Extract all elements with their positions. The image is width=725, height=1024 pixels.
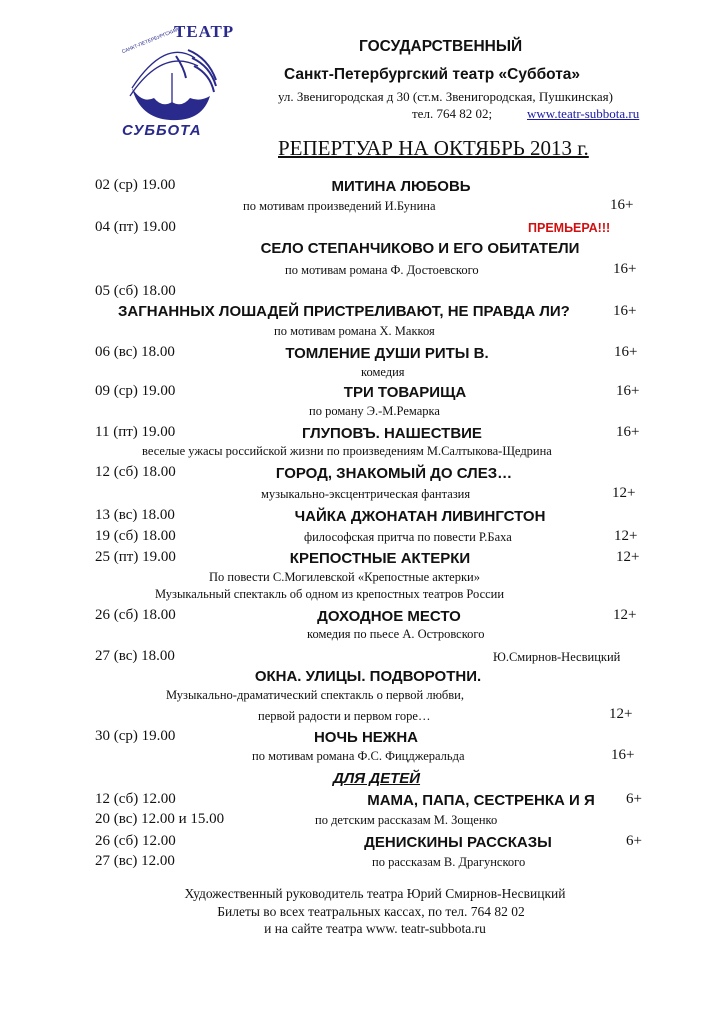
row-title: ДОХОДНОЕ МЕСТО [317,608,461,625]
header-phone: тел. 764 82 02; [412,106,493,121]
row-age: 16+ [611,747,635,763]
row-subtitle-2: первой радости и первом горе… [258,709,431,723]
kids-row-title: МАМА, ПАПА, СЕСТРЕНКА И Я [367,792,595,809]
footer-line2: Билеты во всех театральных кассах, по тел. 764 82 02 [217,904,525,919]
row-subtitle: по мотивам романа Х. Маккоя [274,324,435,338]
kids-row-date: 27 (вс) 12.00 [95,853,175,869]
row-title: ГЛУПОВЪ. НАШЕСТВИЕ [302,425,482,442]
row-age: 12+ [614,528,638,544]
row-title: КРЕПОСТНЫЕ АКТЕРКИ [289,550,471,567]
row-date: 25 (пт) 19.00 [95,549,176,565]
row-title: СЕЛО СТЕПАНЧИКОВО И ЕГО ОБИТАТЕЛИ [260,240,580,257]
kids-row-age: 6+ [626,833,642,849]
row-date: 02 (ср) 19.00 [95,177,176,193]
premiere-badge: ПРЕМЬЕРА!!! [528,221,611,235]
logo-name: СУББОТА [122,122,202,139]
footer-line3: и на сайте театра www. teatr-subbota.ru [264,921,486,936]
row-date: 11 (пт) 19.00 [95,424,176,440]
logo-small-text: САНКТ-ПЕТЕРБУРГСКИЙ [121,26,180,56]
row-date: 27 (вс) 18.00 [95,648,175,664]
row-age: 12+ [616,549,640,565]
header-address: ул. Звенигородская д 30 (ст.м. Звенигородская, Пушкинская) [278,89,613,104]
row-title: ГОРОД, ЗНАКОМЫЙ ДО СЛЕЗ… [275,465,513,482]
row-title: ТРИ ТОВАРИЩА [343,384,467,401]
logo-teatr: ТЕАТР [174,22,235,41]
kids-row-date: 26 (сб) 12.00 [95,833,176,849]
row-date: 04 (пт) 19.00 [95,219,176,235]
kids-heading: ДЛЯ ДЕТЕЙ [333,770,421,787]
row-title: ЗАГНАННЫХ ЛОШАДЕЙ ПРИСТРЕЛИВАЮТ, НЕ ПРАВДА ЛИ? [118,303,570,320]
row-age: 16+ [613,303,637,319]
header-line2: Санкт-Петербургский театр «Суббота» [284,66,581,83]
row-age: 16+ [616,424,640,440]
row-age: 12+ [609,706,633,722]
row-subtitle: веселые ужасы российской жизни по произведениям М.Салтыкова-Щедрина [142,444,552,458]
header-website-link[interactable]: www.teatr-subbota.ru [527,106,640,121]
kids-row-title: ДЕНИСКИНЫ РАССКАЗЫ [364,834,552,851]
page-title: РЕПЕРТУАР НА ОКТЯБРЬ 2013 г. [278,136,589,160]
row-author: Ю.Смирнов-Несвицкий [493,650,621,664]
row-subtitle: по мотивам романа Ф. Достоевского [285,263,479,277]
row-subtitle: по мотивам произведений И.Бунина [243,199,436,213]
row-age: 16+ [616,383,640,399]
row-date: 05 (сб) 18.00 [95,283,176,299]
kids-row-subtitle: по детским рассказам М. Зощенко [315,813,498,827]
row-subtitle-2: Музыкальный спектакль об одном из крепостных театров России [155,587,505,601]
row-age: 12+ [613,607,637,623]
row-title: НОЧЬ НЕЖНА [313,729,419,746]
row-date: 26 (сб) 18.00 [95,607,176,623]
row-date: 09 (ср) 19.00 [95,383,176,399]
row-subtitle: по мотивам романа Ф.С. Фицджеральда [252,749,465,763]
row-subtitle: комедия [361,365,405,379]
row-title: ТОМЛЕНИЕ ДУШИ РИТЫ В. [285,345,489,362]
row-date: 12 (сб) 18.00 [95,464,176,480]
row-subtitle: по роману Э.-М.Ремарка [309,404,440,418]
row-age: 16+ [613,261,637,277]
row-age: 12+ [612,485,636,501]
row-date: 30 (ср) 19.00 [95,728,176,744]
row-date: 19 (сб) 18.00 [95,528,176,544]
row-date: 13 (вс) 18.00 [95,507,175,523]
kids-row-date: 12 (сб) 12.00 [95,791,176,807]
row-title: МИТИНА ЛЮБОВЬ [331,178,471,195]
row-date: 06 (вс) 18.00 [95,344,175,360]
row-subtitle: По повести С.Могилевской «Крепостные актерки» [209,570,480,584]
row-subtitle: философская притча по повести Р.Баха [304,530,512,544]
theatre-logo [110,18,250,143]
row-title: ЧАЙКА ДЖОНАТАН ЛИВИНГСТОН [294,508,546,525]
row-subtitle: музыкально-эксцентрическая фантазия [261,487,471,501]
row-subtitle: Музыкально-драматический спектакль о первой любви, [166,688,464,702]
footer-line1: Художественный руководитель театра Юрий Смирнов-Несвицкий [184,886,566,901]
row-title: ОКНА. УЛИЦЫ. ПОДВОРОТНИ. [254,668,482,685]
kids-row-age: 6+ [626,791,642,807]
row-subtitle: комедия по пьесе А. Островского [307,627,485,641]
row-age: 16+ [610,197,634,213]
header-line1: ГОСУДАРСТВЕННЫЙ [359,38,523,55]
kids-row-date: 20 (вс) 12.00 и 15.00 [95,811,225,827]
row-age: 16+ [614,344,638,360]
kids-row-subtitle: по рассказам В. Драгунского [372,855,526,869]
